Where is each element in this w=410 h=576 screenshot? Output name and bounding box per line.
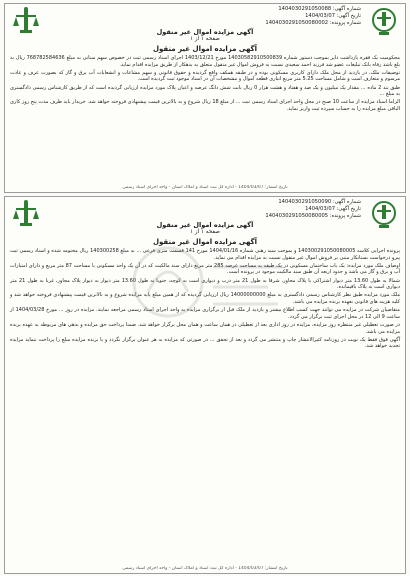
notice-title: آگهی مزایده اموال غیر منقول	[156, 221, 254, 229]
notice-date: تاریخ آگهی: 1404/03/07	[305, 206, 361, 212]
notice-footer: تاریخ انتشار: 1404/03/07 - اداره کل ثبت اسناد و املاک استان - واحد اجرای اسناد رسمی	[122, 185, 288, 190]
notice-meta	[265, 199, 361, 220]
notice-footer: تاریخ انتشار: 1404/03/07 - اداره کل ثبت اسناد و املاک استان - واحد اجرای اسناد رسمی	[122, 566, 288, 571]
auction-notice-1	[4, 3, 406, 193]
notice-body	[5, 55, 405, 113]
notice-paragraph: در صورت تعطیلی غیر منتظره روز مزایده، مزایده در روز اداری بعد از تعطیلی در همان ساعت و همان محل برگزار خواهد شد. ضمنا پرداخت حق مزایده و بدهی های مربوطه به عهده برنده مزایده می باشد.	[10, 321, 400, 335]
notice-paragraph: توصیفات ملک، در بازدید از محل ملک دارای کاربری مسکونی بوده و در طبقه همکف واقع گردیده و حقوق قانونی و سهم مشاعات و انشعابات آب برق و گاز که بصورت عرف و عادت مرسوم و متعارف است و شامل مساحت 5.25 متر مربع انباری قطعه اموال و مشخصات آن در اسناد موجود ثبت گردیده است.	[10, 69, 400, 83]
notice-paragraph: اوصاف ملک مورد مزایده: یک باب ساختمان مسکونی در یک طبقه به مساحت عرصه 285 متر مربع دارای سند مالکیت که در آن یک واحد مسکونی با مساحت 87 متر مربع و دارای امتیازات آب و برق و گاز می باشد و حدود اربعه آن طبق سند مالکیت موجود در پرونده است.	[10, 262, 401, 276]
notice-paragraph: شمالا به طول 13.60 متر دیوار اشتراکی با پلاک مجاور، شرقا به طول 21 متر درب و دیواری است به کوچه، جنوبا به طول 13.60 متر دیوار به دیوار پلاک مجاور، غربا به طول 21 متر دیواری است به پلاک باقیمانده.	[10, 277, 400, 291]
notice-header	[5, 4, 405, 44]
notice-serial: شماره آگهی: 1404030291050088	[278, 6, 361, 12]
notice-paragraph: آگهی فوق فقط یک نوبت در روزنامه کثیرالانتشار چاپ و منتشر می گردد و بعد از تحقق ... در صورتی که مزایده به هر عنوان برگزار نگردد و یا برنده مزایده مبلغ را پرداخت ننماید مزایده تجدید خواهد شد.	[10, 336, 400, 350]
notice-subtitle: آگهی مزایده اموال غیر منقول	[152, 45, 258, 53]
page-indicator: صفحه ۱ از ۱	[190, 229, 220, 235]
notice-paragraph: ملک مورد مزایده طبق نظر کارشناس رسمی دادگستری به مبلغ 14000000000 ریال ارزیابی گردیده که از همین مبلغ پایه مزایده شروع و به بالاترین قیمت پیشنهادی فروخته خواهد شد و کلیه هزینه های قانونی بعهده برنده مزایده می باشد.	[10, 292, 400, 305]
notice-file-number: شماره پرونده: 1404030291050080002	[265, 20, 361, 26]
notice-paragraph: پرونده اجرایی کلاسه 140300291050080005 و بموجب سند رهنی شماره 1404/01/16 مورخ 141 قسمت متری فرعی ... به مبلغ 140300258 ریال مختومه شده و اسناد رسمی ثبت پیرو درخواست بستانکار مبنی بر فروش اموال غیر منقول نسبت به مزایده اقدام می نماید.	[10, 248, 400, 261]
notice-serial: شماره آگهی: 1404030291050090	[278, 199, 361, 205]
notice-title: آگهی مزایده اموال غیر منقول	[156, 28, 254, 36]
page-indicator: صفحه ۱ از ۱	[190, 36, 220, 42]
notice-file-number: شماره پرونده: 1404030291050080005	[265, 213, 361, 219]
notice-subtitle: آگهی مزایده اموال غیر منقول	[152, 238, 258, 246]
notice-date: تاریخ آگهی: 1404/03/07	[305, 13, 361, 19]
notice-paragraph: محکومیت یک فقره بازداشت دایر بموجب دستور شماره 14030582910500839 مورخ 1403/12/21 اجرای اسناد رسمی ثبت در خصوص سهم ستانی به مبلغ 768782584636 ریال به بلغ باشد رفاه بانک تبلیغات عضو شد فرزند احمد سعیدی نسبت به فروش اموال غیر منقول متعلق به بدهکار از طریق مزایده اقدام نماید.	[10, 55, 400, 68]
notice-paragraph: الزاما اسناد مزایده از ساعت 10 صبح در محل واحد اجرای اسناد رسمی ثبت ... از مبلغ 18 ریال شروع و به بالاترین قیمت پیشنهادی فروخته خواهد شد. خریدار باید ظرف مدت پنج روز کاری الباقی مبلغ مزایده را به حساب سپرده ثبت واریز نماید.	[10, 99, 400, 112]
notice-paragraph: متقاضیان شرکت در مزایده می توانند جهت کسب اطلاع بیشتر و بازدید از ملک قبل از برگزاری مزایده به واحد اجرای اسناد رسمی مراجعه نمایند. مزایده در روز ... مورخ 1404/03/28 از ساعت 9 الی 12 در محل اجرای ثبت برگزار می گردد.	[10, 307, 400, 320]
notice-paragraph: طبق بند 2 ماده ... مقدار یک میلیون و یک صد و هفتاد و هشت هزار 0 ریال بابت شش دانگ عرصه و اعیان پلاک مورد مزایده ارزیابی گردیده است که از طریق کارشناس رسمی دادگستری به مبلغ ...	[10, 84, 400, 98]
notice-header	[5, 197, 405, 237]
notice-meta	[265, 6, 361, 27]
watermark-logo	[118, 232, 293, 332]
